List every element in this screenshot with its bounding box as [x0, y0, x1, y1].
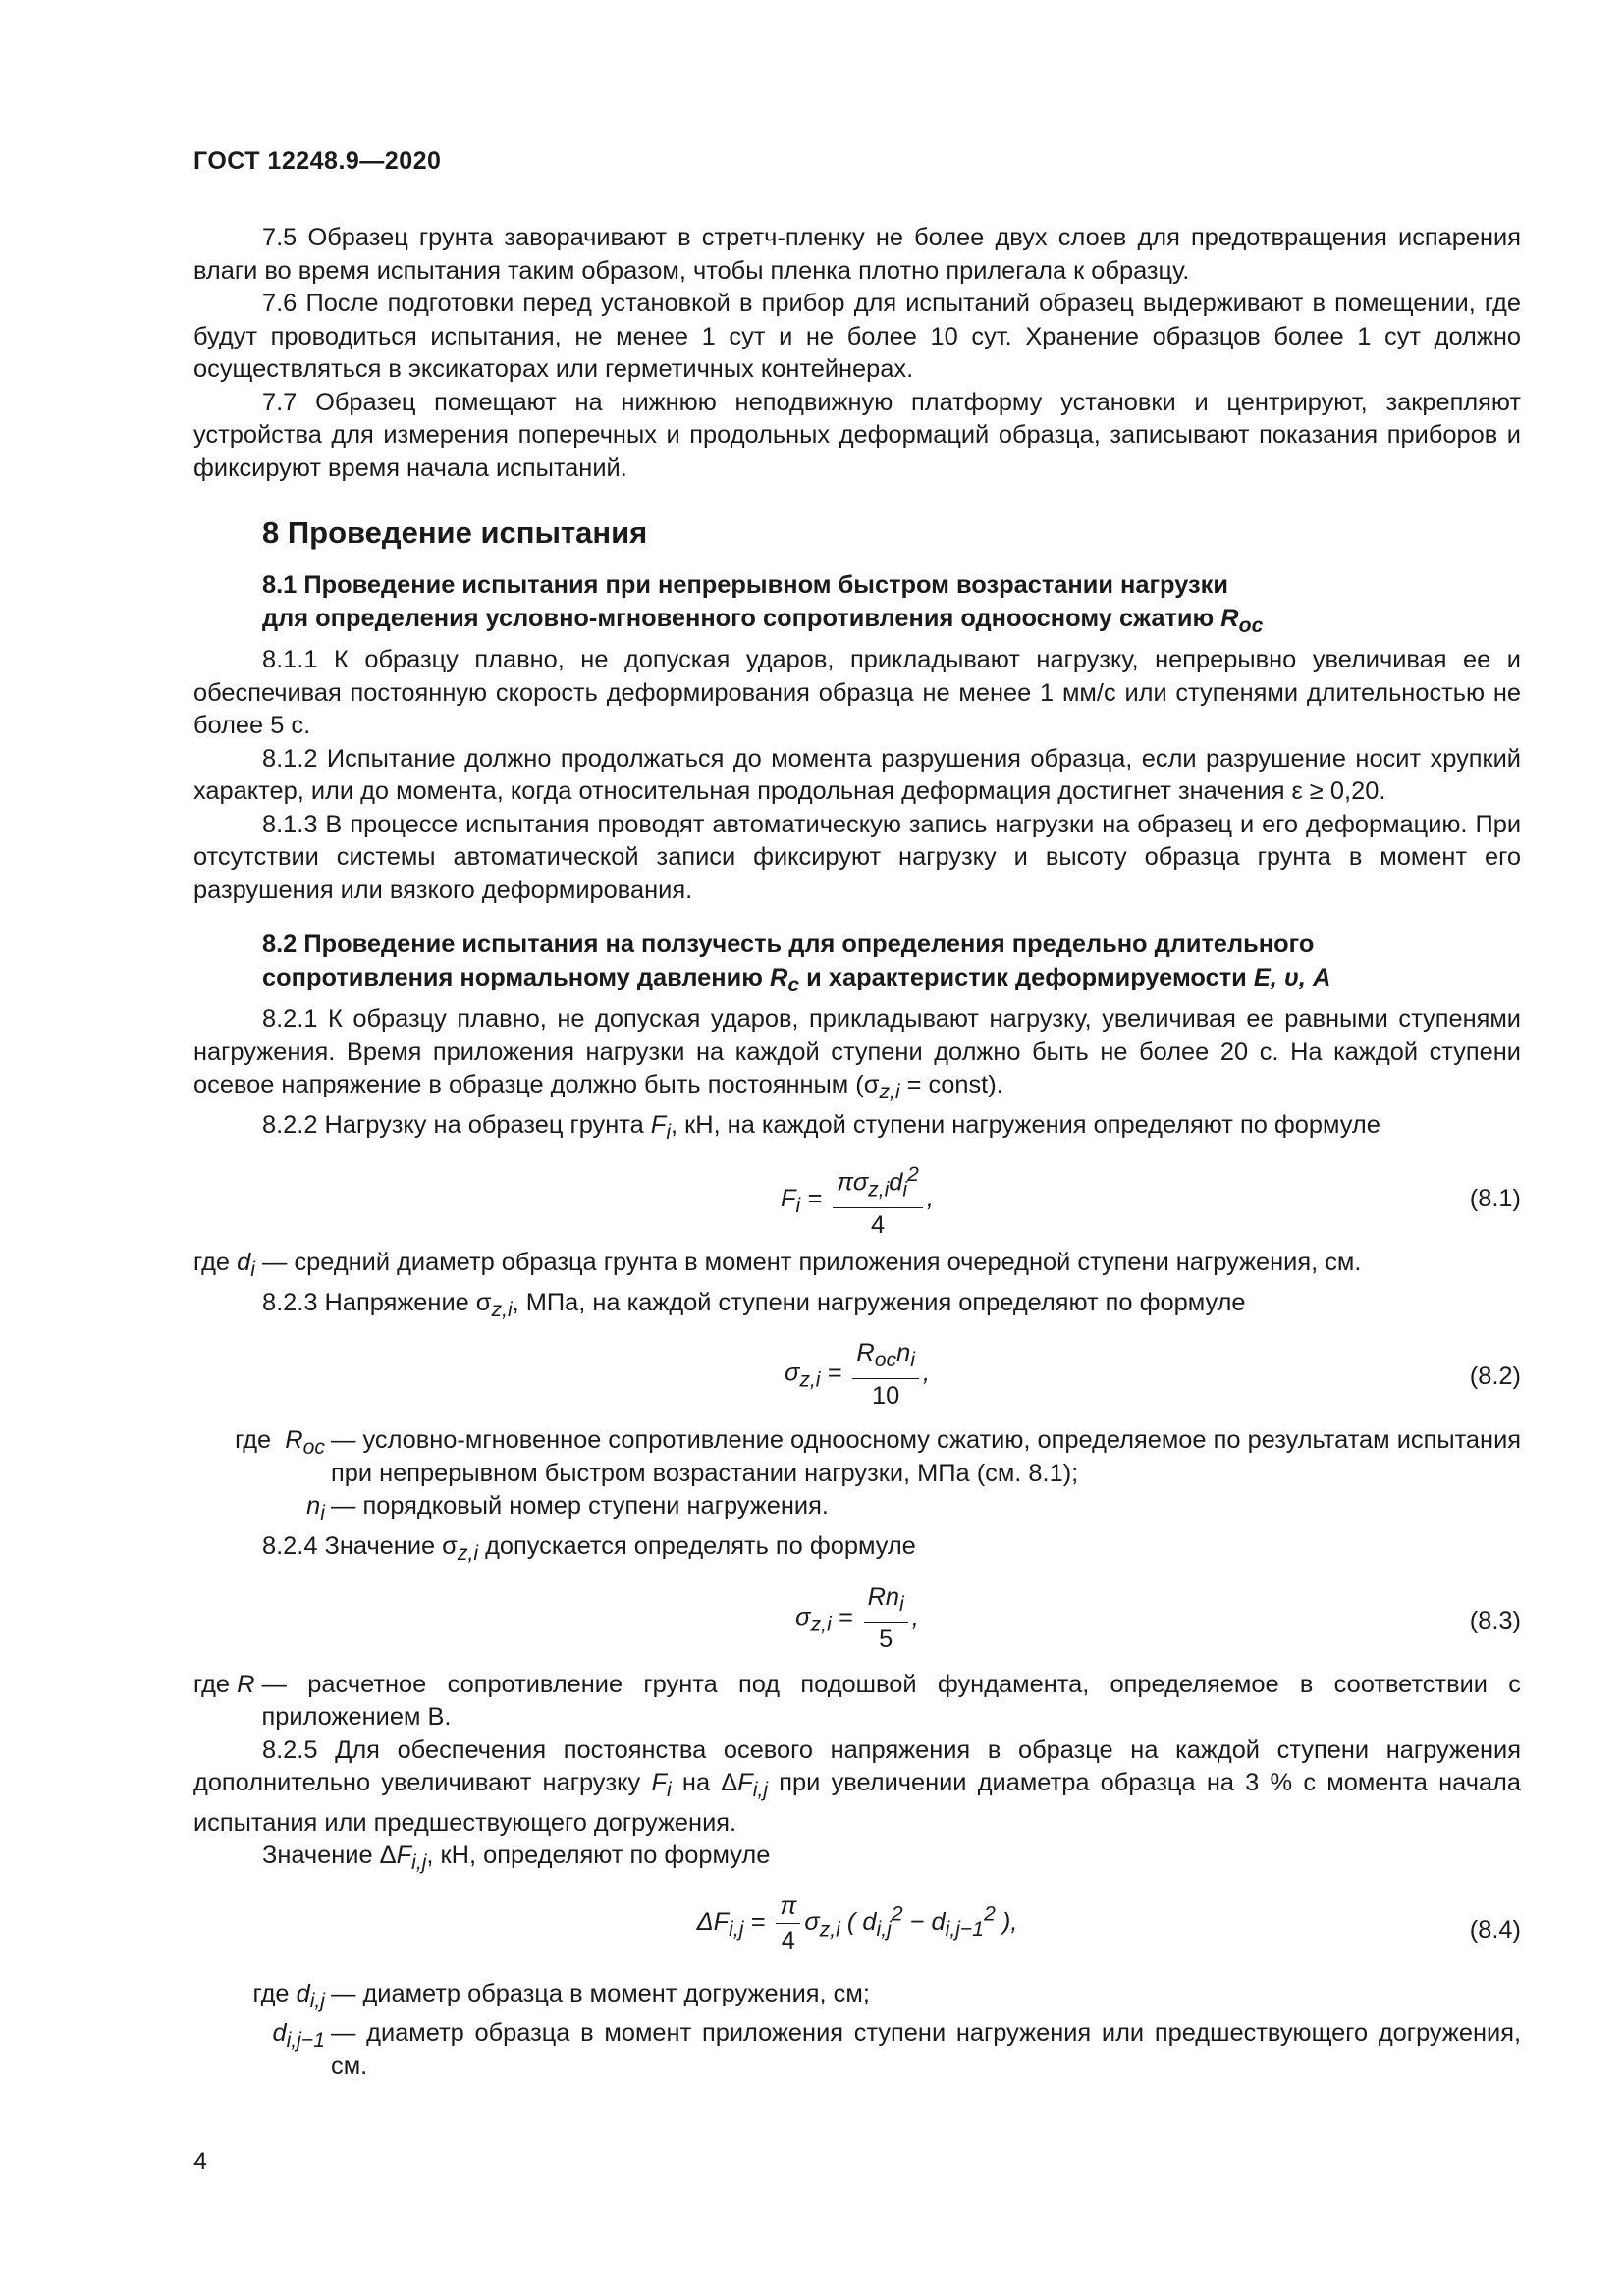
subsection-8-1-heading [262, 569, 1521, 642]
formula-8-3-number: (8.3) [1469, 1606, 1521, 1634]
paragraph-8-2-5: 8.2.5 Для обеспечения постоянства осевого напряжения в образце на каждой ступени нагружения дополнительно увеличивают нагрузку $F_i$ на $\Delta F_{i,j}$ при увеличении диаметра образца на 3 % с момента начала испытания или предшествующего догружения. [193, 1735, 1521, 1837]
formula-8-3: $\sigma_{z,i}$ = $\frac{Rn_i}{5}$ , (8.3) [193, 1580, 1521, 1665]
paragraph-8-2-3: 8.2.3 Напряжение $\sigma_{z,i}$, МПа, на каждой ступени нагружения определяют по формуле [262, 1288, 1246, 1321]
subsection-8-2-line2a: сопротивления нормальному давлению [262, 963, 763, 991]
document-header: ГОСТ 12248.9—2020 [193, 147, 442, 175]
symbol-oc: oc [1238, 614, 1264, 637]
formula-8-2: $\sigma_{z,i}$ = $\frac{R_{oc}n_i}{10}$ , (8.2) [193, 1336, 1521, 1420]
where-d-i: где $d_i$ — средний диаметр образца грунта в момент приложения очередной ступени нагружения, см. [193, 1249, 1362, 1282]
where-d-ij-1: $d_{i,j-1}$ — диаметр образца в момент приложения ступени нагружения или предшествующего догружения, см. [272, 2019, 1521, 2080]
page-number: 4 [193, 2148, 207, 2175]
paragraph-8-1-2: 8.1.2 Испытание должно продолжаться до момента разрушения образца, если разрушение носит хрупкий характер, или до момента, когда относительная продольная деформация достигнет значения ε ≥ 0,20. [193, 744, 1521, 806]
document-body [193, 222, 1521, 2083]
paragraph-7-5: 7.5 Образец грунта заворачивают в стретч-пленку не более двух слоев для предотвращения испарения влаги во время испытания таким образом, чтобы пленка плотно прилегала к образцу. [193, 224, 1521, 285]
formula-8-2-number: (8.2) [1469, 1362, 1521, 1391]
formula-8-1-number: (8.1) [1469, 1185, 1521, 1213]
paragraph-8-1-3: 8.1.3 В процессе испытания проводят автоматическую запись нагрузки на образец и его деформацию. При отсутствии системы автоматической записи фиксируют нагрузку и высоту образца грунта в момент его разрушения или вязкого деформирования. [193, 810, 1521, 904]
formula-8-1: $F_i$ = $\frac{\pi\sigma_{z,i}d_i^2}{4}$ , (8.1) [193, 1158, 1521, 1243]
subsection-8-2-line1: 8.2 Проведение испытания на ползучесть для определения предельно длительного [262, 931, 1315, 959]
where-r-oc: где $R_{oc}$ — условно-мгновенное сопротивление одноосному сжатию, определяемое по результатам испытания при непрерывном быстром возрастании нагрузки, МПа (см. 8.1); [235, 1426, 1521, 1487]
paragraph-8-2-1-text: 8.2.1 К образцу плавно, не допуская ударов, прикладывают нагрузку, увеличивая ее равными ступенями нагружения. Время приложения нагрузки на каждой ступени должно быть не более 20 с. На каждой ступени осевое напряжение в образце должно быть постоянным [193, 1005, 1521, 1099]
paragraph-8-2-1-tail: = const). [906, 1071, 1003, 1099]
paragraph-8-2-2: 8.2.2 Нагрузку на образец грунта $F_i$, кН, на каждой ступени нагружения определяют по формуле [262, 1110, 1380, 1144]
subsection-8-1-line2: для определения условно-мгновенного сопротивления одноосному сжатию [262, 604, 1215, 632]
symbols-e-v-a: E, υ, A [1253, 963, 1331, 991]
subsection-8-1-line1: 8.1 Проведение испытания при непрерывном быстром возрастании нагрузки [262, 571, 1228, 599]
where-r: где R — расчетное сопротивление грунта под подошвой фундамента, определяемое в соответствии с приложением В. [193, 1670, 1521, 1732]
paragraph-8-2-4: 8.2.4 Значение $\sigma_{z,i}$ допускается определять по формуле [262, 1532, 916, 1566]
where-n-i: $n_i$ — порядковый номер ступени нагружения. [306, 1492, 829, 1525]
formula-8-4: $\Delta F_{i,j}$ = $\frac{\pi}{4}$ $\sigma_{z,i}$ ( $d_{i,j}^2 - d_{i,j-1}^2$ ), (8.4) [193, 1890, 1521, 1974]
paragraph-8-2-1: 8.2.1 К образцу плавно, не допуская ударов, прикладывают нагрузку, увеличивая ее равными ступенями нагружения. Время приложения нагрузки на каждой ступени должно быть не более 20 с. На каждой ступени осевое напряжение в образце должно быть постоянным ($\sigma_{z,i}$ = const). [193, 1005, 1521, 1104]
formula-8-4-number: (8.4) [1469, 1915, 1521, 1944]
symbol-r: R [1220, 604, 1239, 632]
paragraph-delta-f: Значение $\Delta F_{i,j}$, кН, определяют по формуле [262, 1842, 771, 1875]
paragraph-8-1-1: 8.1.1 К образцу плавно, не допуская ударов, прикладывают нагрузку, непрерывно увеличивая ее и обеспечивая постоянную скорость деформирования образца не менее 1 мм/с или ступенями длительностью не более 5 с. [193, 646, 1521, 740]
where-d-ij: где $d_{i,j}$ — диаметр образца в момент догружения, см; [252, 1979, 870, 2012]
subsection-8-2-line2b: и характеристик деформируемости [806, 963, 1247, 991]
paragraph-7-6: 7.6 После подготовки перед установкой в прибор для испытаний образец выдерживают в помещении, где будут проводиться испытания, не менее 1 сут и не более 10 сут. Хранение образцов более 1 сут должно осуществляться в эксикаторах или герметичных контейнерах. [193, 290, 1521, 383]
section-8-heading: 8 Проведение испытания [262, 515, 648, 550]
paragraph-7-7: 7.7 Образец помещают на нижнюю неподвижную платформу установки и центрируют, закрепляют устройства для измерения поперечных и продольных деформаций образца, записывают показания приборов и фиксируют время начала испытаний. [193, 388, 1521, 482]
subsection-8-2-heading: 8.2 Проведение испытания на ползучесть для определения предельно длительного сопротивления нормальному давлению $R_c$ и характеристик деформируемости E, υ, A [262, 931, 1331, 996]
